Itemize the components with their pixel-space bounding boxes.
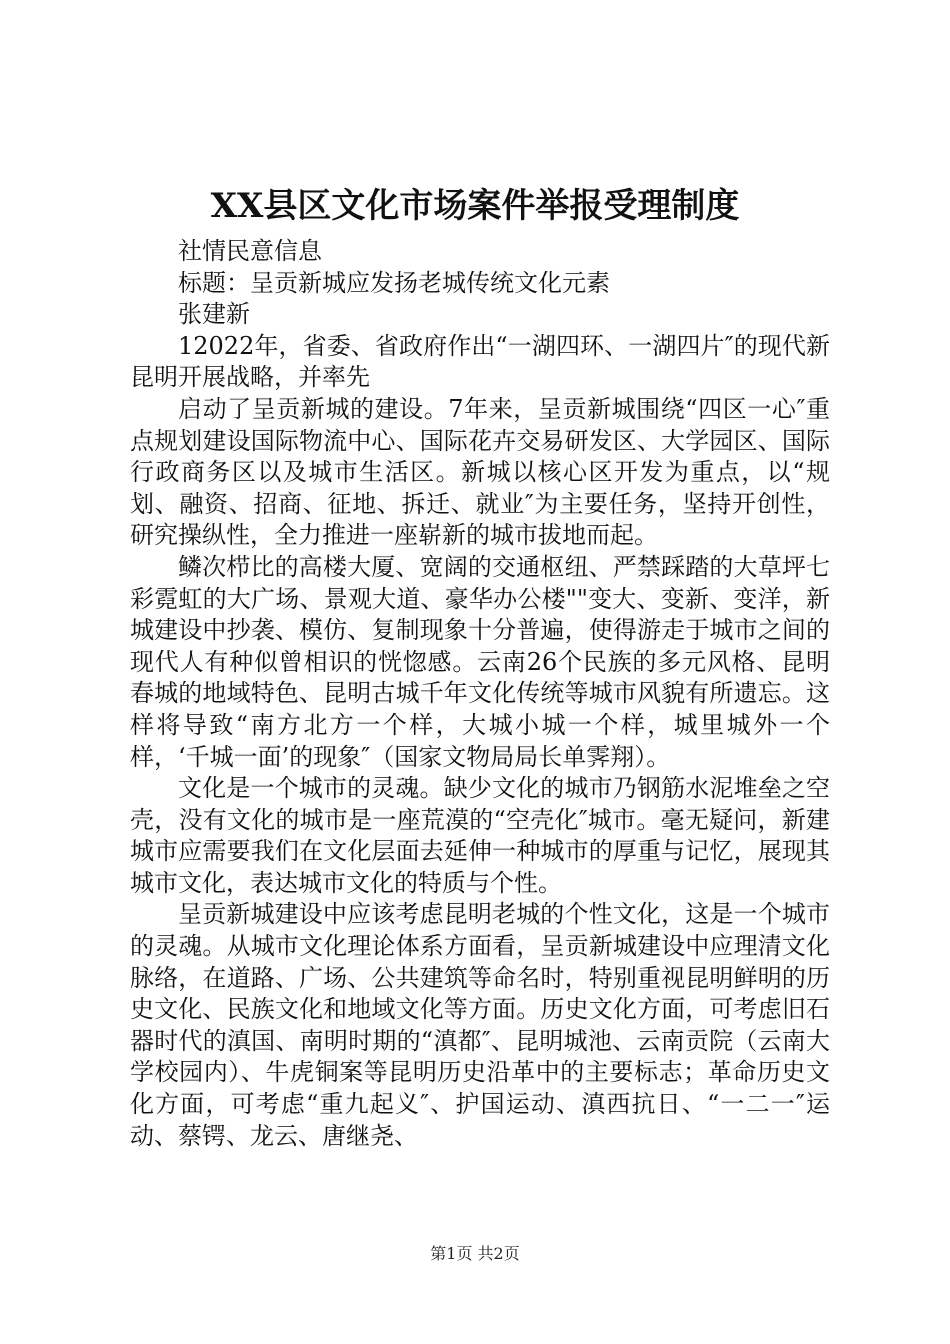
paragraph: 鳞次栉比的高楼大厦、宽阔的交通枢纽、严禁踩踏的大草坪七彩霓虹的大广场、景观大道、豪华办公楼""变大、变新、变洋，新城建设中抄袭、模仿、复制现象十分普遍，使得游走于城市之间的现代人有种似曾相识的恍惚感。云南26个民族的多元风格、昆明春城的地域特色、昆明古城千年文化传统等城市风貌有所遗忘。这样将导致“南方北方一个样，大城小城一个样，城里城外一个样，‘千城一面’的现象″（国家文物局局长单霁翔）。 [130, 552, 830, 771]
paragraph: 文化是一个城市的灵魂。缺少文化的城市乃钢筋水泥堆垒之空壳，没有文化的城市是一座荒漠的“空壳化″城市。毫无疑问，新建城市应需要我们在文化层面去延伸一种城市的厚重与记忆，展现其城市文化，表达城市文化的特质与个性。 [130, 774, 830, 897]
document-title: XX县区文化市场案件举报受理制度 [210, 186, 740, 226]
paragraph-category: 社情民意信息 [178, 237, 322, 265]
paragraph-author: 张建新 [178, 300, 250, 329]
document-body [130, 236, 830, 1152]
page-number-footer: 第1页 共2页 [430, 1244, 520, 1263]
paragraph-headline: 标题：呈贡新城应发扬老城传统文化元素 [178, 268, 610, 297]
paragraph: 启动了呈贡新城的建设。7年来，呈贡新城围绕“四区一心″重点规划建设国际物流中心、国际花卉交易研发区、大学园区、国际行政商务区以及城市生活区。新城以核心区开发为重点，以“规划、融资、招商、征地、拆迁、就业″为主要任务，坚持开创性，研究操纵性，全力推进一座崭新的城市拔地而起。 [130, 394, 830, 550]
paragraph: 12022年，省委、省政府作出“一湖四环、一湖四片″的现代新昆明开展战略，并率先 [130, 331, 830, 392]
paragraph: 呈贡新城建设中应该考虑昆明老城的个性文化，这是一个城市的灵魂。从城市文化理论体系方面看，呈贡新城建设中应理清文化脉络，在道路、广场、公共建筑等命名时，特别重视昆明鲜明的历史文化、民族文化和地域文化等方面。历史文化方面，可考虑旧石器时代的滇国、南明时期的“滇都″、昆明城池、云南贡院（云南大学校园内）、牛虎铜案等昆明历史沿革中的主要标志；革命历史文化方面，可考虑“重九起义″、护国运动、滇西抗日、“一二一″运动、蔡锷、龙云、唐继尧、 [130, 900, 830, 1150]
